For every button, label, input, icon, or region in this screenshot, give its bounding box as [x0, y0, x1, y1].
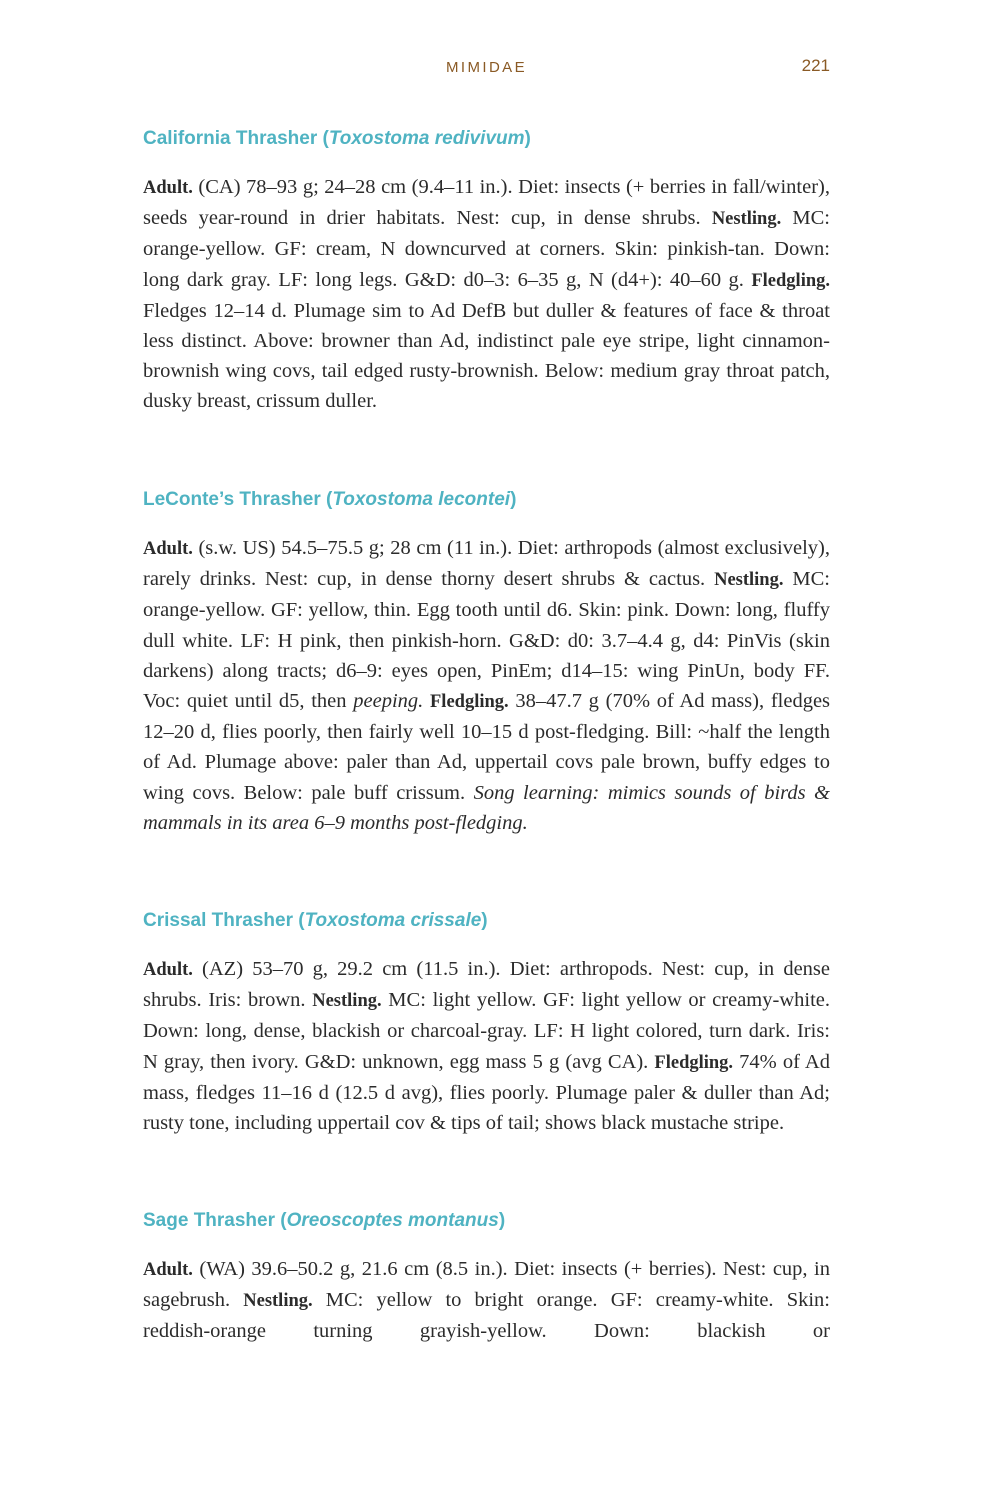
stage-label-adult: Adult. [143, 960, 193, 980]
scientific-name: Toxostoma crissale [304, 910, 482, 931]
description-text: (CA) 78–93 g; 24–28 cm (9.4–11 in.). Diet: insects (+ berries in fall/winter), seeds year-round in drier habitats. Nest: cup, in dense shrubs. [143, 176, 830, 230]
species-heading: California Thrasher (Toxostoma redivivum) [143, 128, 531, 149]
stage-label-fledgling: Fledgling. [430, 692, 509, 713]
stage-label-nestling: Nestling. [711, 209, 782, 230]
common-name: Sage Thrasher [143, 1210, 275, 1231]
description-text: Fledges 12–14 d. Plumage sim to Ad DefB but duller & features of face & throat less distinct. Above: browner than Ad, indistinct pale eye stripe, light cinnamon-brownish wing covs, tail edged rusty-brownish. Below: medium gray throat patch, dusky breast, crissum duller. [143, 299, 830, 413]
species-description [143, 954, 830, 1138]
description-text: MC: orange-yellow. GF: cream, N downcurved at corners. Skin: pinkish-tan. Down: long dark gray. LF: long legs. G&D: d0–3: 6–35 g, N (d4+): 40–60 g. [143, 207, 830, 291]
common-name: California Thrasher [143, 128, 318, 149]
species-entry-crissal-thrasher [143, 908, 830, 1138]
species-entry-sage-thrasher [143, 1208, 830, 1347]
scientific-name: Toxostoma lecontei [332, 489, 511, 510]
species-description [143, 172, 830, 417]
description-text: 38–47.7 g (70% of Ad mass), fledges 12–20 d, flies poorly, then fairly well 10–15 d post-fledging. Bill: ~half the length of Ad. Plumage above: paler than Ad, uppertail covs pale brown, buffy edges to wing covs. Below: pale buff crissum. [143, 690, 831, 804]
vocalization-note: peeping. [353, 690, 424, 713]
stage-label-adult: Adult. [143, 539, 193, 559]
scientific-name: Oreoscoptes montanus [286, 1210, 499, 1231]
song-learning-note: Song learning: mimics sounds of birds & mammals in its area 6–9 months post-fledging. [143, 781, 831, 834]
scientific-name: Toxostoma redivivum [328, 128, 525, 149]
common-name: Crissal Thrasher [143, 910, 293, 931]
species-heading: LeConte’s Thrasher (Toxostoma lecontei) [143, 489, 517, 510]
description-text: (s.w. US) 54.5–75.5 g; 28 cm (11 in.). Diet: arthropods (almost exclusively), rarely drinks. Nest: cup, in dense thorny desert shrubs & cactus. [143, 537, 830, 591]
description-text: MC: yellow to bright orange. GF: creamy-white. Skin: reddish-orange turning grayish-yellow. Down: blackish or [143, 1289, 830, 1343]
stage-label-adult: Adult. [143, 1260, 193, 1280]
stage-label-fledgling: Fledgling. [751, 270, 830, 291]
description-text: MC: orange-yellow. GF: yellow, thin. Egg tooth until d6. Skin: pink. Down: long, fluffy dull white. LF: H pink, then pinkish-horn. G&D: d0: 3.7–4.4 g, d4: PinVis (skin darkens) along tracts; d6–9: eyes open, PinEm; d14–15: wing PinUn, body FF. Voc: quiet until d5, then [143, 568, 830, 713]
stage-label-nestling: Nestling. [243, 1291, 313, 1312]
species-heading: Sage Thrasher (Oreoscoptes montanus) [143, 1210, 506, 1231]
species-description [143, 533, 830, 838]
stage-label-nestling: Nestling. [312, 991, 382, 1012]
stage-label-adult: Adult. [143, 178, 193, 198]
spacer-text [423, 690, 430, 712]
description-text: MC: light yellow. GF: light yellow or creamy-white. Down: long, dense, blackish or charcoal-gray. LF: H light colored, turn dark. Iris: N gray, then ivory. G&D: unknown, egg mass 5 g (avg CA). [143, 989, 830, 1073]
description-text: 74% of Ad mass, fledges 11–16 d (12.5 d avg), flies poorly. Plumage paler & duller than Ad; rusty tone, including uppertail cov & tips of tail; shows black mustache stripe. [143, 1050, 830, 1135]
page-number: 221 [801, 56, 830, 75]
stage-label-fledgling: Fledgling. [654, 1052, 734, 1073]
species-heading: Crissal Thrasher (Toxostoma crissale) [143, 910, 488, 931]
stage-label-nestling: Nestling. [714, 570, 784, 591]
common-name: LeConte’s Thrasher [143, 489, 321, 510]
description-text: (AZ) 53–70 g, 29.2 cm (11.5 in.). Diet: arthropods. Nest: cup, in dense shrubs. Iris: brown. [143, 958, 830, 1012]
description-text: (WA) 39.6–50.2 g, 21.6 cm (8.5 in.). Diet: insects (+ berries). Nest: cup, in sagebrush. [143, 1258, 830, 1312]
species-description [143, 1254, 830, 1347]
species-entry-california-thrasher [143, 126, 830, 417]
species-entry-lecontes-thrasher [143, 487, 830, 838]
running-header [143, 56, 830, 82]
section-title: MIMIDAE [446, 59, 527, 76]
